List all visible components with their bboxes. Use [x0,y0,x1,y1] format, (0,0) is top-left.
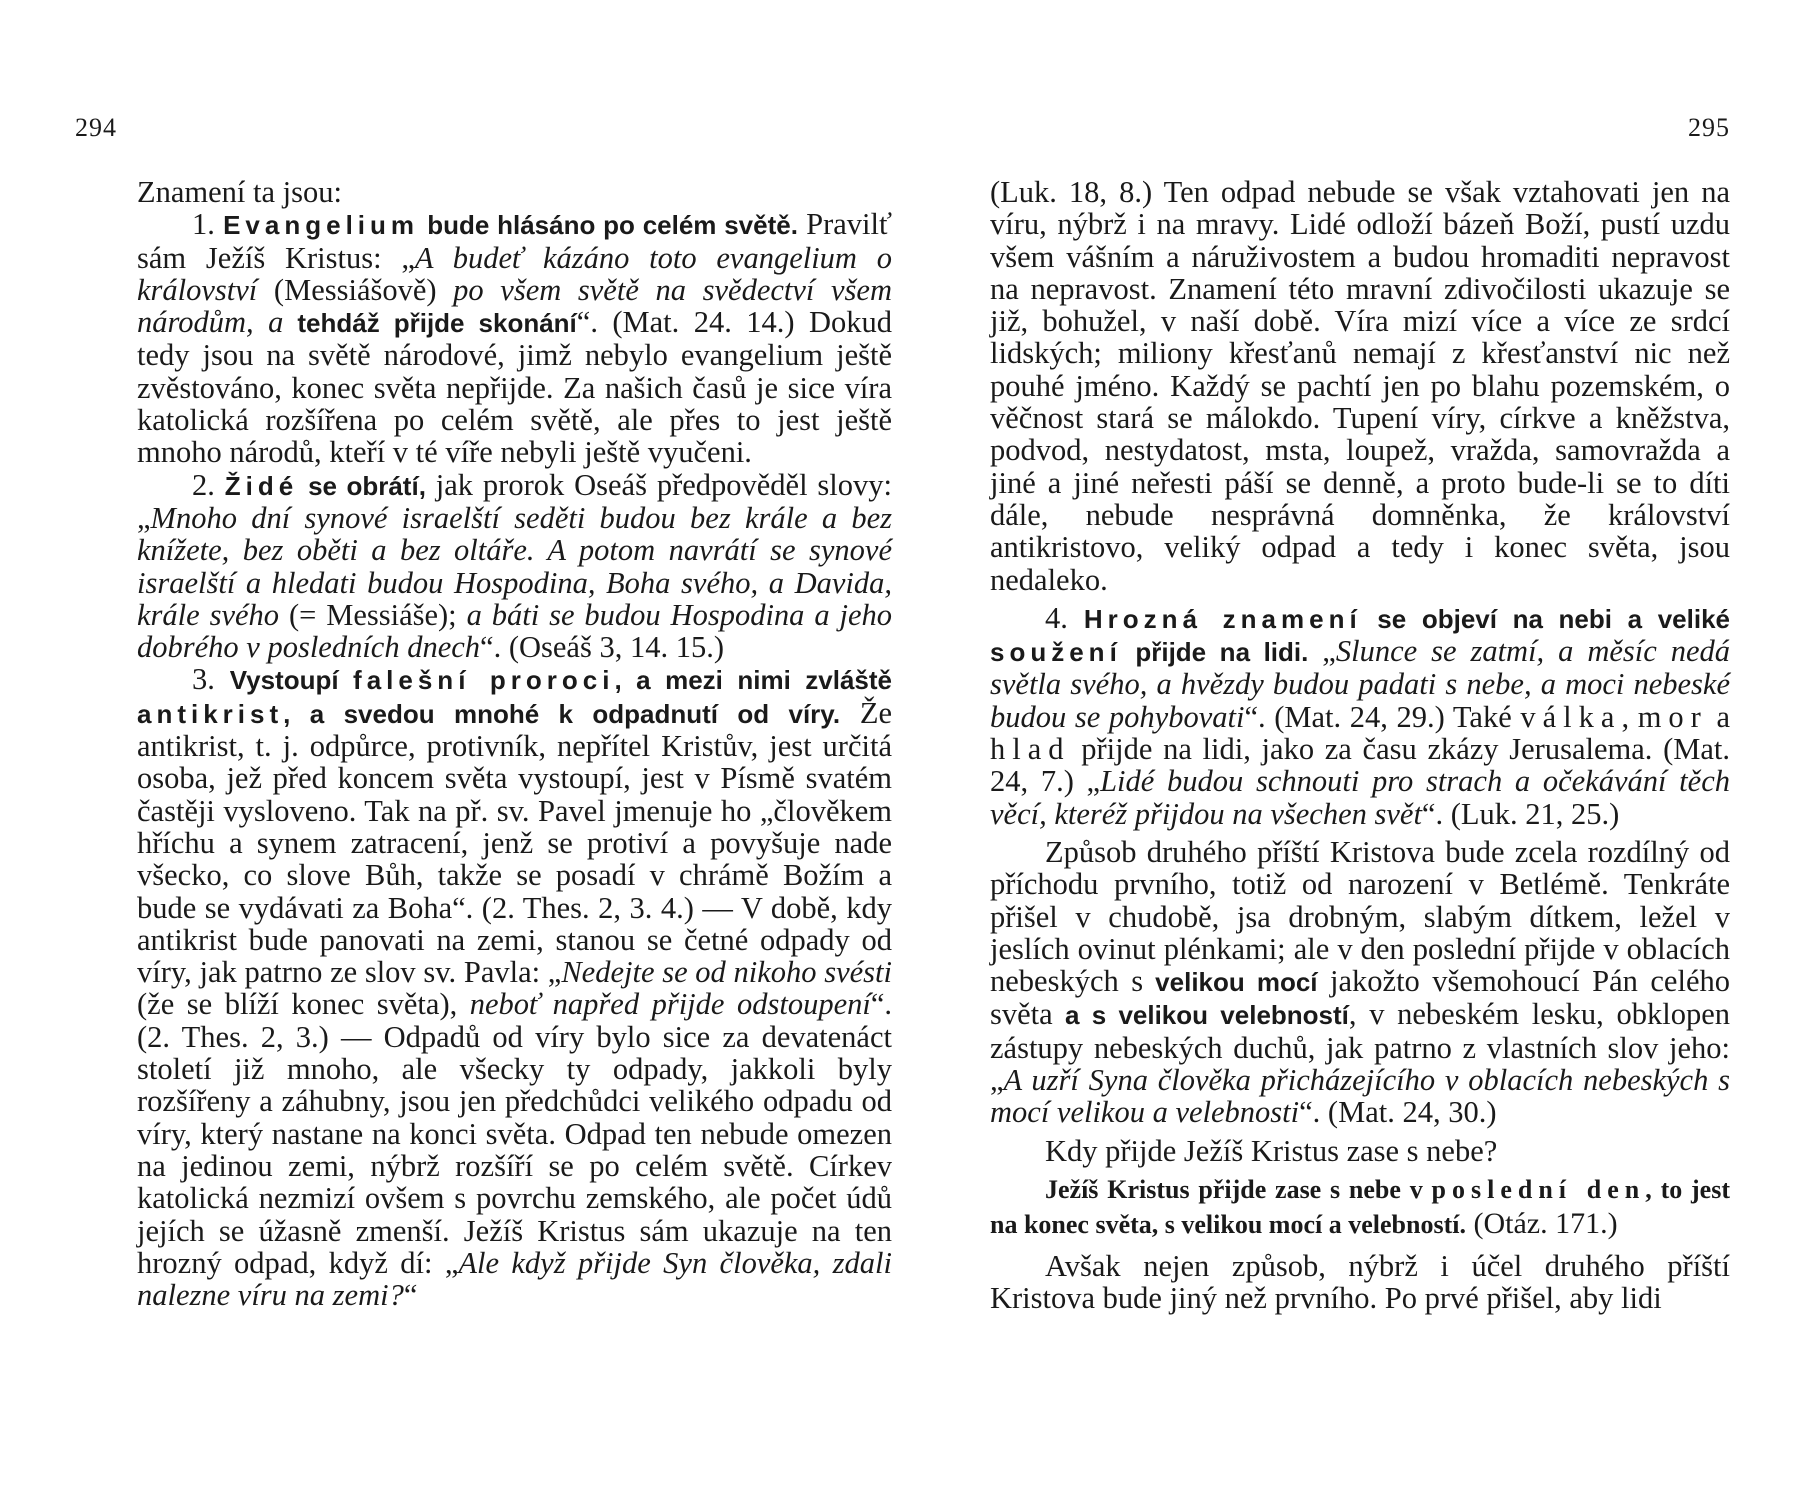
catechism-answer-text-b: , to jest na konec světa, s velikou mocí a velebností. [990,1174,1731,1239]
item-3-text-d: “ [403,1278,418,1313]
item-2-quote-b: a báti se budou Hospodina a jeho dobrého v posledních dnech [137,597,892,665]
item-3-spaced-a: falešní proroci [353,665,615,696]
item-3-text-a: Že antikrist, t. j. odpůrce, protivník, nepřítel Kristův, jest určitá osoba, jež před koncem světa vystoupí, jest v Písmě svatém častěji vysloveno. Tak na př. sv. Pavel jmenuje ho „člověkem hříchu a synem zatracení, jenž se protiví a povyšuje nade všecko, co slove Bůh, takže se posadí v chrámě Božím a bude se vydávati za Boha“. (2. Thes. 2, 3. 4.) — V době, kdy antikrist bude panovati na zemi, stanou se četné odpady od víry, jak patrno ze slov sv. Pavla: „ [137,695,892,990]
item-1-text-a: Pravilť sám Ježíš Kristus: „ [137,207,893,275]
item-4-spaced-plague: mor [1637,699,1708,734]
item-4-text-f: “. (Luk. 21, 25.) [1421,796,1620,831]
left-page [75,0,893,1501]
item-2 [137,469,892,664]
item-2-heading-rest: se obrátí, [308,470,426,501]
right-page [980,0,1730,1501]
right-text-block [990,176,1730,1315]
item-1-bold: tehdáž přijde skonání [283,308,577,339]
item-1-quote-b: po všem světě na svědectví všem národům, a [137,272,892,340]
item-4-spaced-famine: hlad [990,732,1071,767]
item-3-quote-a: Nedejte se od nikoho svésti [561,955,892,990]
item-3-quote-b: neboť napřed přijde odstoupení [469,987,871,1022]
item-4-text-a: „ [1308,634,1336,669]
purpose-paragraph: Avšak nejen způsob, nýbrž i účel druhého příští Kristova bude jiný než prvního. Po prvé přišel, aby lidi [990,1248,1730,1316]
second-coming-bold-b: a s velikou velebností [1052,1000,1349,1031]
item-3-text-c: “. (2. Thes. 2, 3.) — Odpadů od víry bylo sice za devatenáct století již mnoho, ale všecky ty odpady, jakkoli byly rozšířeny a záhubny, jsou jen předchůdci velikého odpadu od víry, který nastane na konci světa. Odpad ten nebude omezen na jedinou zemi, nýbrž rozšíří se po celém světě. Církev katolická nezmizí ovšem s povrchu zemského, ale počet údů jejích se úžasně zmenší. Ježíš Kristus sám ukazuje na ten hrozný odpad, když dí: „ [137,987,892,1280]
item-4-bold-b: přijde na lidi. [1121,637,1309,668]
item-3-text-b: (že se blíží konec světa), [137,987,470,1022]
item-3-bold-b: , a mezi nimi zvláště [614,665,892,696]
item-4-spaced-b: soužení [990,637,1122,668]
item-4-text-c: , [1621,699,1638,734]
item-4 [990,602,1730,830]
item-3-bold-a: Vystoupí [229,665,354,696]
left-text-block [137,176,892,1311]
second-coming-text-b: jakožto všemohoucí Pán celého světa [990,964,1730,1032]
page-number-left: 294 [75,113,117,142]
item-1-number: 1. [192,207,215,242]
item-4-quote-b: Lidé budou schnouti pro strach a očekávání těch věcí, kteréž přijdou na všechen svět [990,764,1730,831]
item-3 [137,663,892,1311]
catechism-question: Kdy přijde Ježíš Kristus zase s nebe? [1045,1133,1498,1168]
second-coming-bold-a: velikou mocí [1143,967,1318,998]
item-2-quote-a: Mnoho dní synové israelští seděti budou bez krále a bez knížete, bez oběti a bez oltáře. A potom navrátí se synové israelští a hledati budou Hospodina, Boha svého, a Davida, krále svého [137,500,892,632]
page-number-right: 295 [1688,113,1730,142]
item-4-bold-a: se objeví na nebi a veliké [1361,603,1730,634]
catechism-answer-text-a: Ježíš Kristus přijde zase s nebe v [1045,1174,1432,1204]
item-1-heading-spaced: Evangelium [223,210,420,241]
catechism-answer-spaced: poslední den [1431,1174,1646,1204]
item-3-number: 3. [192,662,215,697]
catechism-answer [990,1173,1730,1242]
item-2-number: 2. [192,467,215,502]
second-coming-paragraph [990,836,1730,1129]
second-coming-text-d: “. (Mat. 24, 30.) [1299,1095,1497,1130]
item-1-quote-a: A budeť kázáno toto evangelium o království [137,240,892,307]
item-4-text-b: “. (Mat. 24, 29.) Také [1244,699,1521,734]
item-1-text-c: “. (Mat. 24. 14.) Dokud tedy jsou na světě národové, jimž nebylo evangelium ještě zvěstováno, konec světa nepřijde. Za našich časů je sice víra katolická rozšířena po celém světě, ale přes to jest ještě mnoho národů, kteří v té víře nebyli ještě vyučeni. [137,305,892,470]
intro-line: Znamení ta jsou: [137,175,342,209]
item-3-spaced-b: antikrist [137,698,284,729]
item-2-heading-spaced: Židé [224,470,299,501]
second-coming-quote: A uzří Syna člověka přicházejícího v oblacích nebeských s mocí velikou a velebnosti [990,1063,1730,1130]
item-2-text-a: jak prorok Oseáš předpověděl slovy: „ [137,467,893,535]
item-3-quote-c: Ale když přijde Syn člověka, zdali nalezne víru na zemi? [137,1245,892,1313]
catechism-reference: (Otáz. 171.) [1465,1206,1618,1240]
item-3-bold-c: , a svedou mnohé k odpadnutí od víry. [283,698,841,729]
continuation-paragraph: (Luk. 18, 8.) Ten odpad nebude se však vztahovati jen na víru, nýbrž i na mravy. Lidé odloží bázeň Boží, pustí uzdu všem vášním a náruživostem a budou hromaditi nepravost na nepravost. Znamení této mravní zdivočilosti ukazuje se již, bohužel, v naší době. Víra mizí více a více ze srdcí lidských; miliony křesťanů nemají z křesťanství nic než pouhé jméno. Každý se pachtí jen po blahu pozemském, o věčnost stará se málokdo. Tupení víry, církve a kněžstva, podvod, nestydatost, msta, loupež, vražda, samovražda a jiné a jiné neřesti páší se denně, a proto bude-li se to díti dále, nebude nesprávná domněnka, že království antikristovo, veliký odpad a tedy i konec světa, jsou nedaleko. [990,175,1730,597]
item-4-quote-a: Slunce se zatmí, a měsíc nedá světla svého, a hvězdy budou padati s nebe, a moci nebeské budou se pohybovati [990,634,1731,734]
item-1-heading-rest: bude hlásáno po celém světě. [427,210,798,241]
item-1-text-b: (Messiášově) [257,272,454,307]
item-1 [137,208,892,468]
item-4-number: 4. [1045,600,1068,635]
item-4-text-e: přijde na lidi, jako za času zkázy Jerusalema. (Mat. 24, 7.) „ [990,732,1730,799]
second-coming-text-c: , v nebeském lesku, obklopen zástupy nebeských duchů, jak patrno z vlastních slov jeho: „ [990,997,1730,1098]
item-4-spaced-a: Hrozná znamení [1083,603,1362,634]
item-2-text-b: (= Messiáše); [279,597,467,632]
item-4-text-d: a [1707,699,1731,734]
item-4-spaced-war: válka [1520,699,1622,734]
item-2-text-c: “. (Oseáš 3, 14. 15.) [480,630,724,665]
second-coming-text-a: Způsob druhého příští Kristova bude zcela rozdílný od příchodu prvního, totiž od narození v Betlémě. Tenkráte přišel v chudobě, jsa drobným, slabým dítkem, ležel v jeslích ovinut plénkami; ale v den poslední přijde v oblacích nebeských s [990,834,1730,999]
